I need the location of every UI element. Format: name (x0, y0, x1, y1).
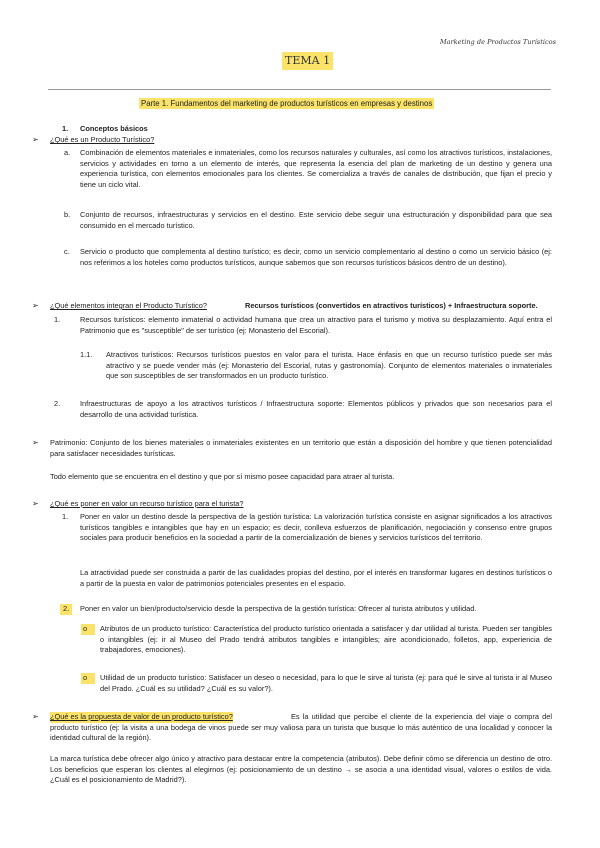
patrimonio-note: Todo elemento que se encuentra en el destino y que por sí mismo posee capacidad para atraer al turista. (50, 472, 395, 481)
poner-valor-bien: Poner en valor un bien/producto/servicio desde la perspectiva de la gestión turística: Ofrecer al turista atributos y utilidad. (80, 604, 477, 613)
recursos-turisticos: Recursos turísticos: elemento inmaterial o actividad humana que crea un atractivo para el turismo y motiva su desplazamiento. Aquí entra el Patrimonio que es "susceptible" de ser turístico (ej: Monasterio del Escorial). (80, 315, 552, 335)
course-header: Marketing de Productos Turísticos (439, 38, 556, 46)
atributos-producto: Atributos de un producto turístico: Característica del producto turístico orientada a satisfacer y dar utilidad al turista. Pueden ser tangibles o intangibles (ej: ir al Museo del Prado tendrá atributos tangibles e intangibles; aire acondicionado, folletos, app, experiencia de trabajadores, emociones). (100, 624, 552, 655)
question-elementos: ¿Qué elementos integran el Producto Turístico? (50, 301, 207, 310)
arrow-bullet-icon: ➢ (32, 499, 39, 508)
question-producto: ¿Qué es un Producto Turístico? (50, 135, 155, 144)
item-mark-2: 2. (54, 399, 61, 408)
section-number: 1. (62, 124, 69, 133)
divider (48, 89, 551, 90)
patrimonio-definition: Patrimonio: Conjunto de los bienes materiales o inmateriales existentes en un territorio que están a disposición del hombre y que tienen potencialidad para satisfacer necesidades turísticas. (50, 438, 552, 458)
propuesta-valor-definition: Es la utilidad que percibe el cliente de la experiencia del viaje o compra del producto turístico (ej: la visita a una bodega de vinos puede ser muy valiosa para un turista que busque lo más auténtico de una localidad y conocer la identidad cultural de la región). (50, 712, 552, 743)
question-propuesta-valor: ¿Qué es la propuesta de valor de un producto turístico? (50, 712, 233, 721)
item-mark-b: b. (64, 210, 71, 219)
atractividad-note: La atractividad puede ser construida a partir de las cualidades propias del destino, por el interés en transformar lugares en destinos turísticos o a partir de la puesta en valor de patrimonios potenciales presentes en el espacio. (80, 568, 552, 588)
item-mark-p2: 2. (60, 604, 72, 615)
item-mark-p1: 1. (62, 512, 69, 521)
arrow-bullet-icon: ➢ (32, 438, 39, 447)
question-poner-en-valor: ¿Qué es poner en valor un recurso turístico para el turista? (50, 499, 244, 508)
arrow-bullet-icon: ➢ (32, 301, 39, 310)
item-mark-o2: o (81, 673, 95, 684)
definition-b: Conjunto de recursos, infraestructuras y servicios en el destino. Este servicio debe seguir una estructuración y disponibilidad para que sea consumido en el mercado turístico. (80, 210, 552, 230)
utilidad-producto: Utilidad de un producto turístico: Satisfacer un deseo o necesidad, para lo que le sirve al turista (ej: para qué le sirve al turista ir al Museo del Prado. ¿Cuál es su utilidad? ¿Cuál es su valor?). (100, 673, 552, 693)
item-mark-1: 1. (54, 315, 61, 324)
tema-title: TEMA 1 (282, 52, 333, 70)
item-mark-c: c. (64, 247, 70, 256)
question-elementos-answer: Recursos turísticos (convertidos en atractivos turísticos) + Infraestructura soporte. (245, 301, 538, 310)
marca-turistica-note: La marca turística debe ofrecer algo único y atractivo para destacar entre la competencia (atributos). Debe definir cómo se diferencia un destino de otro. Los beneficios que esperan los clientes al elegirnos (ej: posicionamiento de un destino → se asocia a una identidad visual, valores o estilos de vida. ¿Cuál es el posicionamiento de Madrid?). (50, 754, 552, 785)
infraestructuras: Infraestructuras de apoyo a los atractivos turísticos / Infraestructura soporte: Elementos públicos y privados que son necesarios para el desarrollo de una actividad turística. (80, 399, 552, 419)
item-mark-a: a. (64, 148, 71, 157)
arrow-bullet-icon: ➢ (32, 712, 39, 721)
parte-heading: Parte 1. Fundamentos del marketing de productos turísticos en empresas y destinos (141, 99, 433, 108)
arrow-bullet-icon: ➢ (32, 135, 39, 144)
section-title: Conceptos básicos (80, 124, 148, 133)
definition-c: Servicio o producto que complementa al destino turístico; es decir, como un servicio complementario al destino o como un servicio básico (ej: nos referimos a los hoteles como productos turísticos, aunque sabemos que son recursos turísticos básicos dentro de un destino). (80, 247, 552, 267)
poner-valor-destino: Poner en valor un destino desde la perspectiva de la gestión turística: La valorización turística consiste en asignar significados a los atractivos turísticos tangibles e intangibles que hay en un espacio; es decir, conlleva esfuerzos de planificación, negociación y consenso entre grupos sociales para producir beneficios en la sociedad a partir de la comercialización de bienes y servicios turísticos del territorio. (80, 512, 552, 543)
item-mark-1-1: 1.1. (80, 350, 93, 359)
item-mark-o1: o (81, 624, 95, 635)
definition-a: Combinación de elementos materiales e inmateriales, como los recursos naturales y culturales, así como los atractivos turísticos, instalaciones, servicios y actividades en torno a un elemento de interés, que representa la esencia del plan de marketing de un destino y genera una experiencia turística, con elementos emocionales para los clientes. Se comercializa a través de canales de distribución, que fijan el precio y tiene un ciclo vital. (80, 148, 552, 190)
atractivos-turisticos: Atractivos turísticos: Recursos turísticos puestos en valor para el turista. Hace énfasis en que un recurso turístico puede ser más atractivo y se puede vender más (ej: Monasterio del Escorial, rutas y gastronomía). Conjunto de elementos materiales o inmateriales que son susceptibles de ser transformados en un producto turístico. (106, 350, 552, 381)
